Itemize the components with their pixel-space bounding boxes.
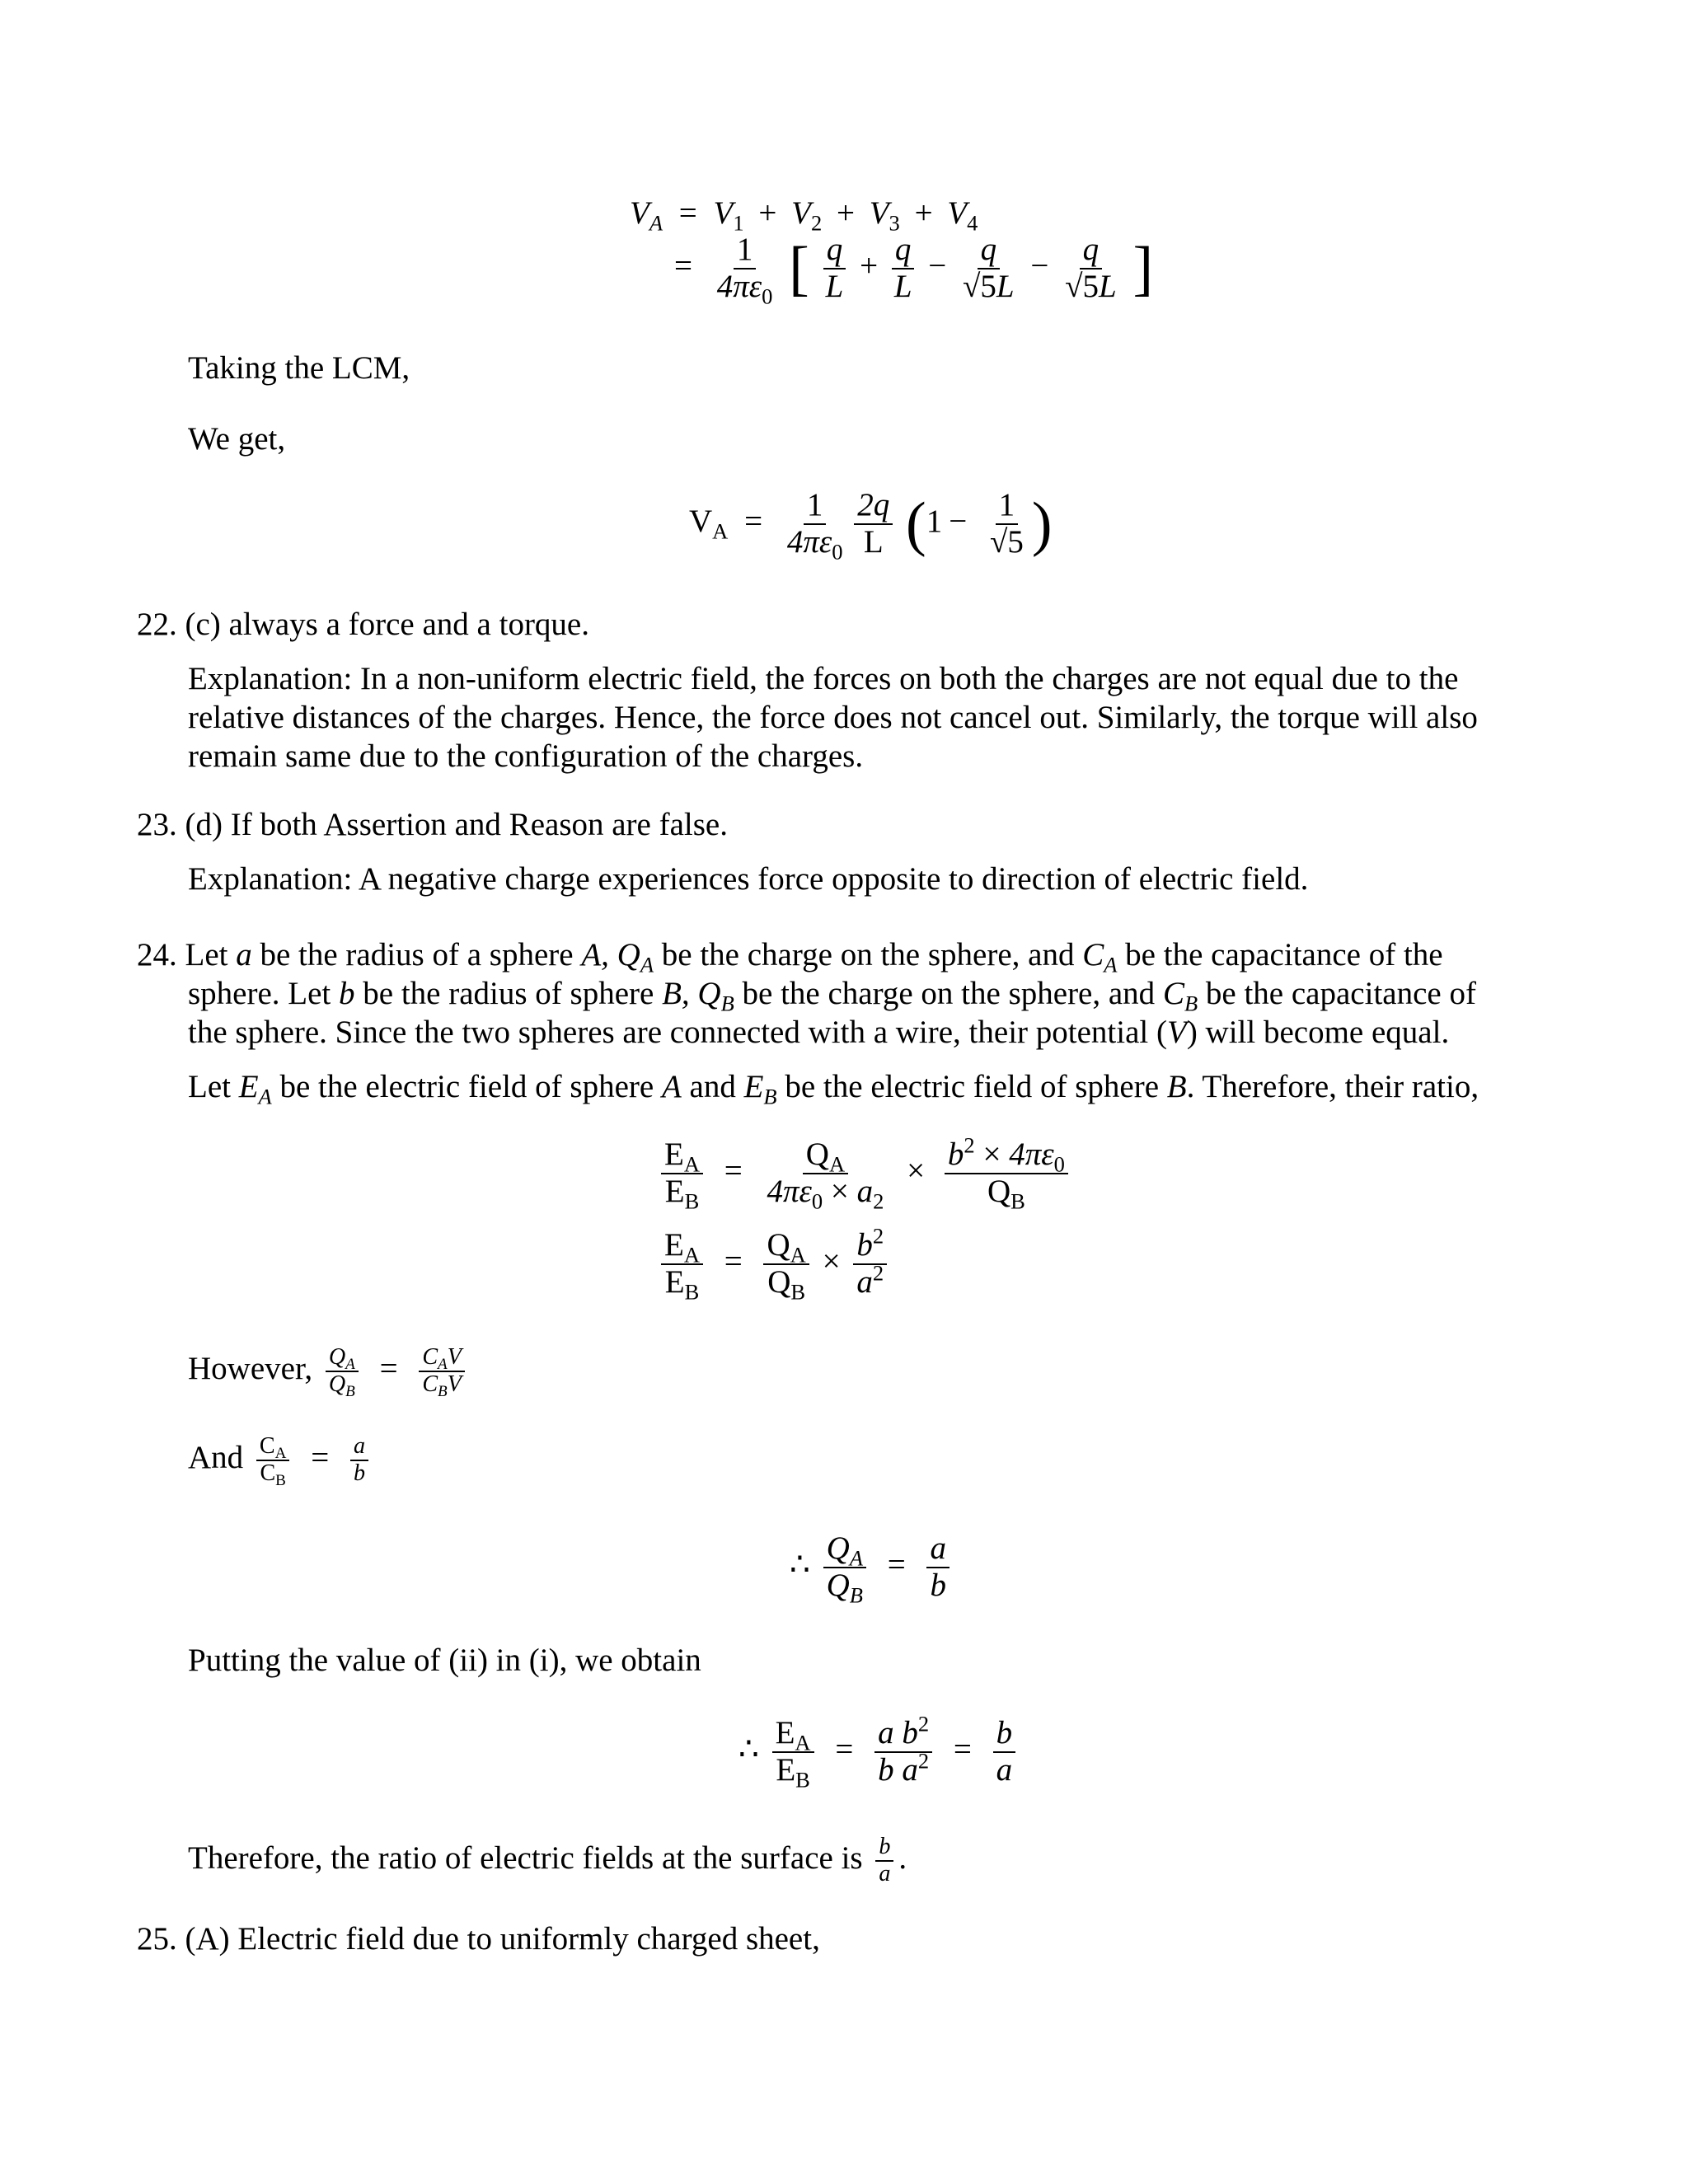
- equation-and: And $\frac{C_A}{C_B}$ = $\frac{a}{b}$: [188, 1434, 373, 1487]
- text-therefore-ratio: Therefore, the ratio of electric fields at the surface is $\frac{b}{a}$ .: [188, 1834, 907, 1886]
- equation-va-expanded: = $\frac{1}{4\pi\varepsilon_0}$ [ $\frac{q}{L}$ + $\frac{q}{L}$ − $\frac{q}{√5L}$ − $\frac{q}{√5L}$ ]: [674, 232, 1154, 309]
- answer-24-line4: Let $E_A$ be the electric field of sphere A and $E_B$ be the electric field of sphere B. Therefore, their ratio,: [188, 1069, 1479, 1109]
- equation-however: However, $\frac{Q_A}{Q_B}$ = $\frac{C_AV}{C_BV}$: [188, 1345, 470, 1398]
- equation-va-result: $V_A$ = $\frac{1}{4\pi\varepsilon_0}$ $\frac{2q}{L}$ (1 − $\frac{1}{√5}$ ): [689, 487, 1053, 565]
- equation-therefore-1: ∴ $\frac{Q_A}{Q_B}$ = $\frac{a}{b}$: [790, 1531, 954, 1604]
- text-taking-lcm: Taking the LCM,: [188, 350, 410, 386]
- equation-therefore-2: ∴ $\frac{E_A}{E_B}$ = $\frac{a b^2}{b a^2}$ = $\frac{b}{a}$: [738, 1716, 1020, 1788]
- equation-va-sum: $V_A = V_1 + V_2 + V_3 + V_4$: [630, 195, 978, 236]
- answer-23: 23. (d) If both Assertion and Reason are false.: [137, 807, 728, 842]
- explanation-23: Explanation: A negative charge experiences force opposite to direction of electric field.: [188, 861, 1309, 897]
- equation-ratio-1: $\frac{E_A}{E_B}$ = $\frac{Q_A}{4\pi\varepsilon_0 \times a_2}$ × $\frac{b^2 \times 4\pi\varepsilon_0}{Q_B}$: [656, 1137, 1073, 1210]
- answer-25: 25. (A) Electric field due to uniformly charged sheet,: [137, 1921, 820, 1957]
- answer-24-line2: sphere. Let b be the radius of sphere B, $Q_B$ be the charge on the sphere, and $C_B$ be the capacitance of: [188, 976, 1476, 1016]
- explanation-22: Explanation: In a non-uniform electric field, the forces on both the charges are not equal due to the relative distances of the charges. Hence, the force does not cancel out. Similarly, the torque will also remain same due to the configuration of the charges.: [188, 661, 1478, 774]
- answer-22: 22. (c) always a force and a torque.: [137, 607, 589, 642]
- equation-ratio-2: $\frac{E_A}{E_B}$ = $\frac{Q_A}{Q_B}$ × $\frac{b^2}{a^2}$: [656, 1228, 892, 1301]
- answer-24-line1: 24. Let a be the radius of a sphere A, $Q_A$ be the charge on the sphere, and $C_A$ be the capacitance of the: [137, 937, 1443, 977]
- answer-24-line3: the sphere. Since the two spheres are connected with a wire, their potential (V) will become equal.: [188, 1015, 1450, 1050]
- text-putting: Putting the value of (ii) in (i), we obtain: [188, 1643, 701, 1678]
- text-we-get: We get,: [188, 421, 286, 457]
